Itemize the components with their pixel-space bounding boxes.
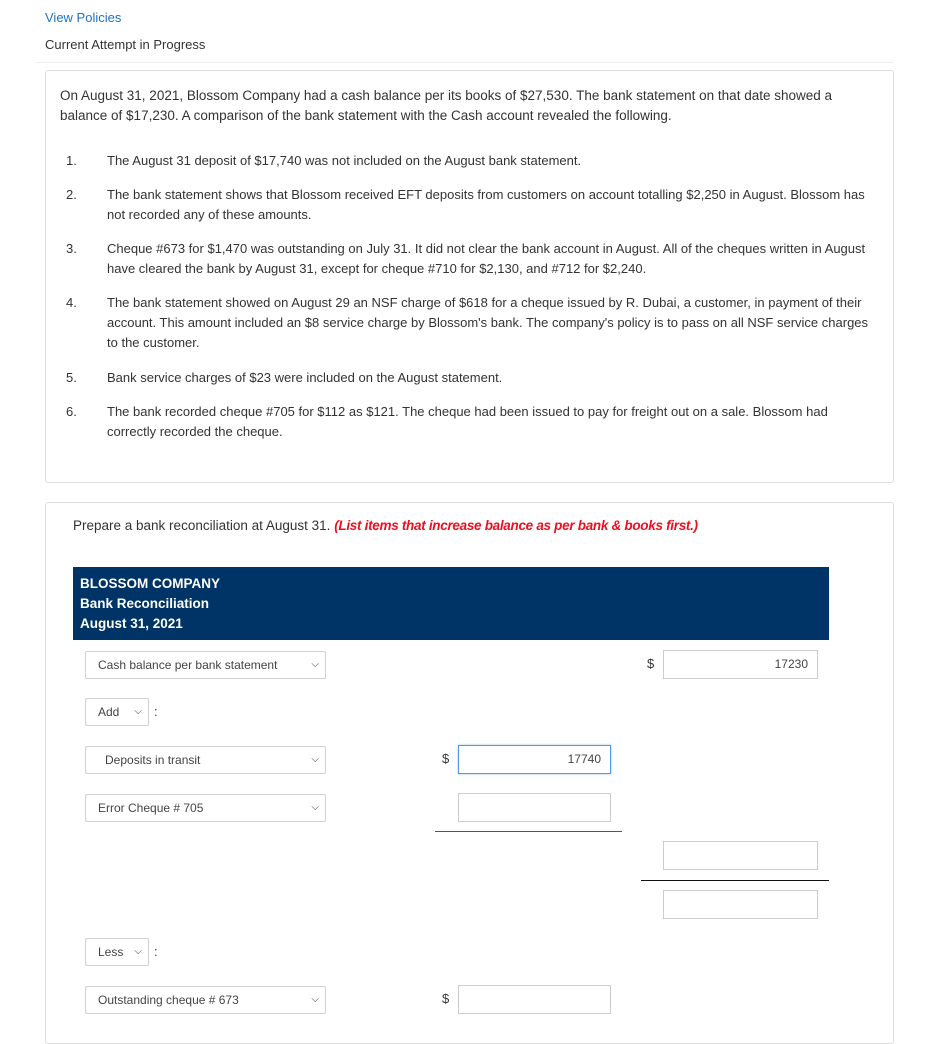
selected-value: Add [98, 705, 120, 719]
selected-value: Less [98, 945, 124, 959]
item-number: 5. [66, 370, 77, 385]
item-number: 2. [66, 187, 77, 202]
dollar-sign: $ [442, 991, 450, 1006]
adjusted-subtotal-input[interactable] [663, 890, 818, 919]
instruction-text: Prepare a bank reconciliation at August 31. [73, 518, 331, 533]
total-rule [641, 880, 829, 881]
subtotal-rule [435, 831, 622, 832]
dollar-sign: $ [442, 751, 450, 766]
problem-intro: On August 31, 2021, Blossom Company had a cash balance per its books of $27,530. The bank statement on that date showed a balance of $17,230. A comparison of the bank statement with the Cash account revealed the following. [60, 88, 833, 123]
instruction-note: (List items that increase balance as per bank & books first.) [334, 518, 698, 533]
item-text: The August 31 deposit of $17,740 was not included on the August bank statement. [107, 153, 582, 168]
deposits-label-select[interactable] [85, 746, 326, 774]
deposits-amount-input[interactable]: 17740 [458, 745, 611, 774]
item-text: The bank statement showed on August 29 an NSF charge of $618 for a cheque issued by R. Dubai, a customer, in payment of their account. This amount included an $8 service charge by Blossom's bank. The company's policy is to pass on all NSF service charges to the customer. [107, 295, 869, 350]
outstanding-label-select[interactable] [85, 986, 326, 1014]
selected-value: Error Cheque # 705 [98, 801, 204, 815]
attempt-status: Current Attempt in Progress [45, 37, 206, 52]
company-name: BLOSSOM COMPANY [80, 576, 221, 591]
add-less-select[interactable] [85, 938, 149, 966]
item-text: Cheque #673 for $1,470 was outstanding on July 31. It did not clear the bank account in August. All of the cheques written in August have cleared the bank by August 31, except for cheque #710 for $2,130, and #712 for $2,240. [107, 241, 866, 276]
statement-date: August 31, 2021 [80, 616, 183, 631]
statement-title: Bank Reconciliation [80, 596, 210, 611]
selected-value: Deposits in transit [105, 753, 201, 767]
item-text: The bank recorded cheque #705 for $112 as $121. The cheque had been issued to pay for freight out on a sale. Blossom had correctly recorded the cheque. [107, 404, 828, 439]
view-policies-link[interactable]: View Policies [45, 10, 122, 25]
error-amount-input[interactable] [458, 793, 611, 822]
balance-label-select[interactable] [85, 651, 326, 679]
chevron-down-icon: ⌵ [311, 659, 319, 670]
additions-total-input[interactable] [663, 841, 818, 870]
instruction [73, 518, 698, 533]
chevron-down-icon: ⌵ [134, 946, 142, 957]
item-number: 3. [66, 241, 77, 256]
chevron-down-icon: ⌵ [134, 706, 142, 717]
chevron-down-icon: ⌵ [311, 994, 319, 1005]
colon: : [154, 704, 158, 719]
error-label-select[interactable] [85, 794, 326, 822]
header-bar [36, 8, 894, 63]
selected-value: Cash balance per bank statement [98, 658, 278, 672]
item-text: Bank service charges of $23 were included on the August statement. [107, 370, 503, 385]
selected-value: Outstanding cheque # 673 [98, 993, 239, 1007]
dollar-sign: $ [647, 656, 655, 671]
chevron-down-icon: ⌵ [311, 754, 319, 765]
colon: : [154, 944, 158, 959]
chevron-down-icon: ⌵ [311, 802, 319, 813]
item-number: 1. [66, 153, 77, 168]
item-number: 4. [66, 295, 77, 310]
outstanding-amount-input[interactable] [458, 985, 611, 1014]
item-number: 6. [66, 404, 77, 419]
bank-balance-input[interactable]: 17230 [663, 650, 818, 679]
item-text: The bank statement shows that Blossom received EFT deposits from customers on account totalling $2,250 in August. Blossom has not recorded any of these amounts. [107, 187, 865, 222]
add-less-select[interactable] [85, 698, 149, 726]
statement-header [73, 567, 829, 640]
